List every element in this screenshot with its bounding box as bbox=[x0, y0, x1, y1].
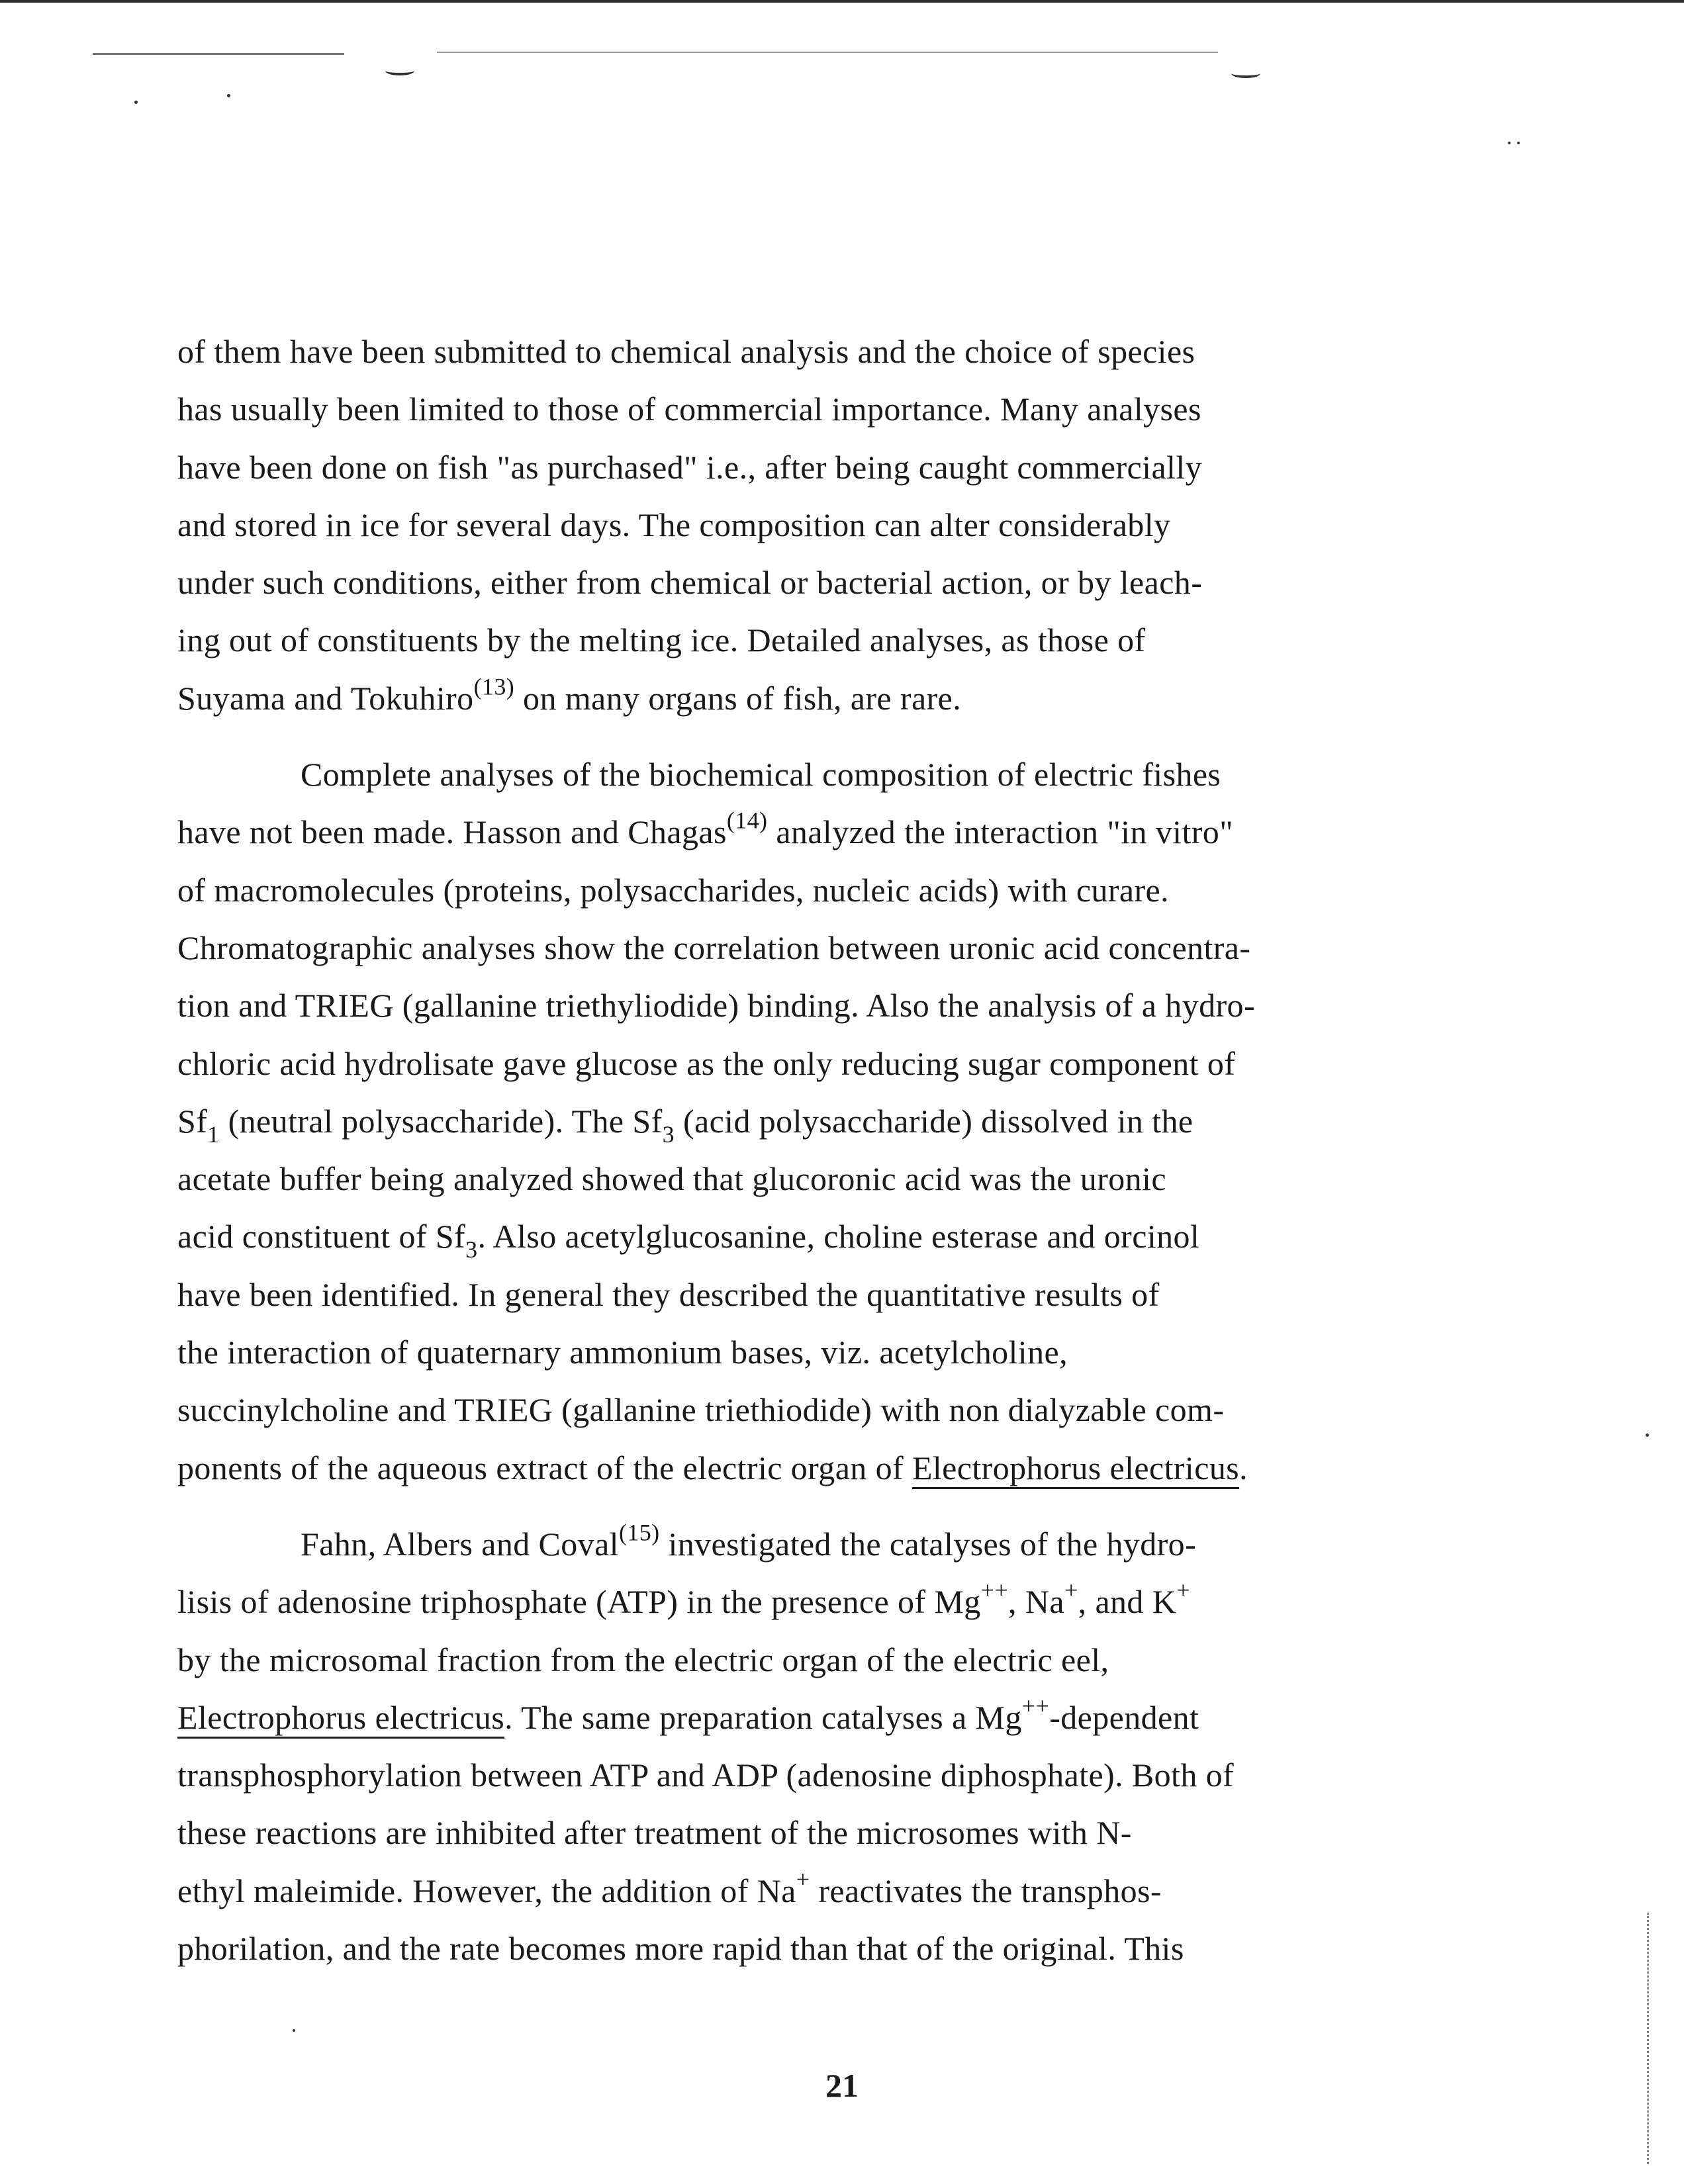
text-run: Complete analyses of the biochemical composition of electric fishes bbox=[301, 756, 1221, 794]
text-line bbox=[177, 1208, 1561, 1265]
scan-artifact-mark bbox=[1231, 69, 1260, 78]
scan-artifact-mark bbox=[385, 66, 414, 75]
superscript: (14) bbox=[726, 807, 768, 835]
text-run: have been done on fish "as purchased" i.e., after being caught commercially bbox=[177, 448, 1203, 486]
scan-artifact-dot bbox=[1517, 142, 1520, 144]
text-run: ethyl maleimide. However, the addition of Na bbox=[177, 1872, 796, 1909]
text-run: Suyama and Tokuhiro bbox=[177, 679, 474, 717]
text-line bbox=[177, 862, 1561, 919]
text-run: Chromatographic analyses show the correlation between uronic acid concentra- bbox=[177, 929, 1251, 966]
text-line bbox=[177, 554, 1561, 612]
scan-artifact-dot bbox=[1508, 142, 1511, 144]
paragraph bbox=[177, 323, 1561, 727]
text-run: tion and TRIEG (gallanine triethyliodide) binding. Also the analysis of a hydro- bbox=[177, 987, 1255, 1024]
scan-artifact-dot bbox=[293, 2029, 295, 2032]
scan-artifact-dot bbox=[134, 101, 138, 104]
text-line bbox=[177, 1439, 1561, 1497]
text-line bbox=[177, 1631, 1561, 1689]
subscript: 3 bbox=[465, 1236, 478, 1263]
text-line bbox=[177, 1516, 1561, 1573]
text-run: ponents of the aqueous extract of the electric organ of bbox=[177, 1449, 912, 1486]
text-run: on many organs of fish, are rare. bbox=[514, 679, 962, 717]
text-run: by the microsomal fraction from the electric organ of the electric eel, bbox=[177, 1641, 1109, 1678]
page-body bbox=[177, 323, 1561, 1978]
text-run: acid constituent of Sf bbox=[177, 1218, 466, 1255]
text-run: the interaction of quaternary ammonium bases, viz. acetylcholine, bbox=[177, 1334, 1068, 1371]
text-run: reactivates the transphos- bbox=[810, 1872, 1162, 1909]
text-run: phorilation, and the rate becomes more rapid than that of the original. This bbox=[177, 1930, 1184, 1968]
text-run: has usually been limited to those of commercial importance. Many analyses bbox=[177, 390, 1201, 428]
scan-right-edge bbox=[1647, 1913, 1649, 2164]
text-line bbox=[177, 1266, 1561, 1324]
text-run: . Also acetylglucosanine, choline esterase and orcinol bbox=[477, 1218, 1200, 1255]
text-run: , Na bbox=[1008, 1583, 1064, 1621]
text-run: , and K bbox=[1078, 1583, 1177, 1621]
text-line bbox=[177, 1747, 1561, 1804]
text-run: Fahn, Albers and Coval bbox=[301, 1525, 619, 1563]
text-line bbox=[177, 1920, 1561, 1978]
text-run: transphosphorylation between ATP and ADP (adenosine diphosphate). Both of bbox=[177, 1756, 1235, 1794]
species-name: Electrophorus electricus bbox=[912, 1449, 1240, 1486]
scan-artifact-dash bbox=[93, 53, 344, 55]
text-run: (acid polysaccharide) dissolved in the bbox=[675, 1102, 1193, 1140]
text-run: Sf bbox=[177, 1102, 208, 1140]
text-line bbox=[177, 1381, 1561, 1439]
text-run: of them have been submitted to chemical analysis and the choice of species bbox=[177, 333, 1195, 370]
text-line bbox=[177, 1324, 1561, 1381]
text-run: ing out of constituents by the melting ice. Detailed analyses, as those of bbox=[177, 621, 1146, 659]
text-run: under such conditions, either from chemical or bacterial action, or by leach- bbox=[177, 564, 1203, 602]
text-run: -dependent bbox=[1049, 1698, 1199, 1736]
text-run: (neutral polysaccharide). The Sf bbox=[219, 1102, 663, 1140]
text-run: acetate buffer being analyzed showed that glucoronic acid was the uronic bbox=[177, 1160, 1166, 1198]
text-line bbox=[177, 323, 1561, 381]
text-line bbox=[177, 746, 1561, 803]
text-run: lisis of adenosine triphosphate (ATP) in the presence of Mg bbox=[177, 1583, 981, 1621]
text-line bbox=[177, 1093, 1561, 1150]
text-line bbox=[177, 1150, 1561, 1208]
scan-artifact-dot bbox=[1646, 1433, 1649, 1437]
scan-artifact-dot bbox=[227, 94, 230, 97]
text-run: and stored in ice for several days. The composition can alter considerably bbox=[177, 506, 1171, 543]
paragraph bbox=[177, 1516, 1561, 1978]
text-run: analyzed the interaction "in vitro" bbox=[767, 813, 1234, 851]
subscript: 1 bbox=[207, 1120, 220, 1148]
text-run: chloric acid hydrolisate gave glucose as the only reducing sugar component of bbox=[177, 1044, 1236, 1082]
text-run: of macromolecules (proteins, polysaccharides, nucleic acids) with curare. bbox=[177, 871, 1170, 909]
superscript: + bbox=[796, 1866, 810, 1893]
page-number: 21 bbox=[825, 2067, 859, 2104]
text-line bbox=[177, 381, 1561, 438]
text-line bbox=[177, 612, 1561, 669]
text-run: . bbox=[1239, 1449, 1248, 1486]
superscript: ++ bbox=[1021, 1692, 1050, 1719]
text-run: these reactions are inhibited after treatment of the microsomes with N- bbox=[177, 1814, 1132, 1852]
text-line bbox=[177, 919, 1561, 977]
superscript: (15) bbox=[618, 1519, 660, 1546]
text-line bbox=[177, 1862, 1561, 1920]
superscript: (13) bbox=[473, 673, 515, 700]
text-line bbox=[177, 439, 1561, 496]
text-run: succinylcholine and TRIEG (gallanine triethiodide) with non dialyzable com- bbox=[177, 1391, 1225, 1429]
text-run: . The same preparation catalyses a Mg bbox=[504, 1698, 1022, 1736]
superscript: + bbox=[1176, 1576, 1190, 1604]
subscript: 3 bbox=[662, 1120, 675, 1148]
text-run: have not been made. Hasson and Chagas bbox=[177, 813, 727, 851]
superscript: + bbox=[1064, 1576, 1078, 1604]
superscript: ++ bbox=[980, 1576, 1009, 1604]
text-line bbox=[177, 1689, 1561, 1747]
text-line bbox=[177, 670, 1561, 727]
scan-top-border bbox=[0, 0, 1684, 3]
text-line bbox=[177, 1804, 1561, 1862]
text-line bbox=[177, 803, 1561, 861]
text-line bbox=[177, 496, 1561, 554]
species-name: Electrophorus electricus bbox=[177, 1698, 505, 1736]
text-line bbox=[177, 1035, 1561, 1093]
scan-artifact-dash bbox=[437, 52, 1218, 53]
text-run: have been identified. In general they described the quantitative results of bbox=[177, 1275, 1160, 1313]
paragraph bbox=[177, 746, 1561, 1497]
text-line bbox=[177, 1573, 1561, 1631]
text-run: investigated the catalyses of the hydro- bbox=[659, 1525, 1197, 1563]
text-line bbox=[177, 977, 1561, 1034]
